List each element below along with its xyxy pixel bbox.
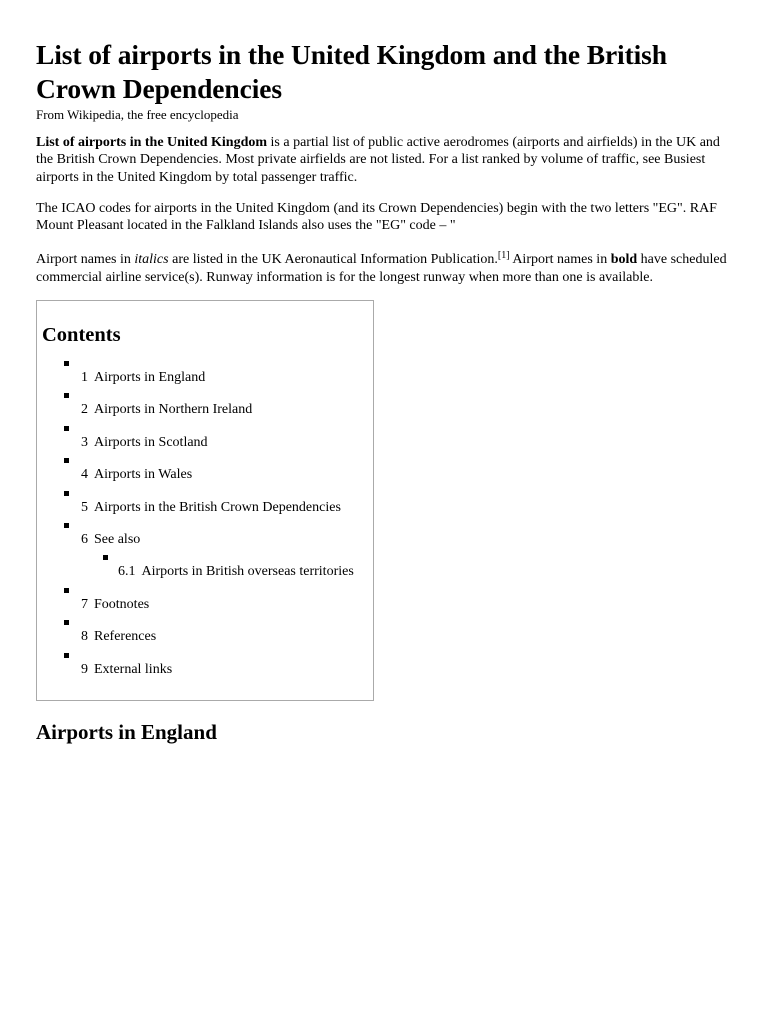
- toc-label: References: [94, 629, 157, 645]
- bullet-icon: [64, 620, 69, 625]
- bullet-icon: [64, 523, 69, 528]
- toc-entry-link[interactable]: [81, 661, 172, 678]
- toc-item-airports-in-northern-ireland[interactable]: [42, 390, 373, 422]
- toc-number: 3: [81, 434, 88, 450]
- toc-number: 7: [81, 596, 88, 612]
- names-text-4: have scheduled commercial airline service(s). Runway information is for the longest runway when more than one is available.: [36, 252, 727, 285]
- toc-title: Contents: [42, 324, 121, 347]
- bullet-icon: [64, 361, 69, 366]
- names-text-2: are listed in the UK Aeronautical Information Publication.: [168, 252, 498, 268]
- toc-item-airports-in-scotland[interactable]: [42, 423, 373, 455]
- toc-number: 4: [81, 467, 88, 483]
- bullet-icon: [64, 458, 69, 463]
- bullet-icon: [64, 653, 69, 658]
- toc-label: External links: [94, 661, 173, 677]
- toc-item-airports-in-overseas-territories[interactable]: [42, 552, 373, 584]
- bullet-icon: [64, 393, 69, 398]
- toc-number: 6: [81, 532, 88, 548]
- toc-entry-link[interactable]: [81, 369, 205, 386]
- bullet-icon: [64, 588, 69, 593]
- toc-item-footnotes[interactable]: [42, 585, 373, 617]
- toc-number: 2: [81, 402, 88, 418]
- toc-number: 6.1: [118, 564, 136, 580]
- toc-entry-link[interactable]: [81, 531, 140, 548]
- section-heading-airports-in-england: Airports in England: [36, 720, 217, 745]
- toc-entry-link[interactable]: [118, 563, 354, 580]
- toc-label: Airports in England: [94, 370, 206, 386]
- toc-item-airports-in-wales[interactable]: [42, 455, 373, 487]
- toc-item-airports-in-crown-dependencies[interactable]: [42, 488, 373, 520]
- toc-label: Airports in Wales: [94, 467, 193, 483]
- toc-entry-link[interactable]: [81, 499, 341, 516]
- toc-list: [42, 358, 373, 682]
- toc-item-airports-in-england[interactable]: [42, 358, 373, 390]
- toc-label: See also: [94, 532, 141, 548]
- toc-item-external-links[interactable]: [42, 650, 373, 682]
- toc-number: 5: [81, 499, 88, 515]
- footnote-ref-1[interactable]: [1]: [497, 250, 510, 262]
- names-bold-word: bold: [610, 252, 638, 268]
- toc-label: Footnotes: [94, 596, 150, 612]
- bullet-icon: [64, 426, 69, 431]
- site-tagline: From Wikipedia, the free encyclopedia: [36, 107, 239, 122]
- names-text-1: Airport names in: [36, 252, 135, 268]
- toc-item-see-also[interactable]: [42, 520, 373, 552]
- page-title: List of airports in the United Kingdom and the British Crown Dependencies: [36, 39, 667, 104]
- toc-item-references[interactable]: [42, 617, 373, 649]
- toc-label: Airports in Scotland: [94, 434, 208, 450]
- names-text-3: Airport names in: [509, 252, 611, 268]
- toc-number: 9: [81, 661, 88, 677]
- intro-paragraph: [36, 134, 732, 186]
- toc-number: 8: [81, 629, 88, 645]
- toc-entry-link[interactable]: [81, 401, 252, 418]
- bullet-icon: [64, 491, 69, 496]
- toc-entry-link[interactable]: [81, 628, 156, 645]
- toc-entry-link[interactable]: [81, 596, 149, 613]
- intro-text: is a partial list of public active aerodromes (airports and airfields) in the UK and the British Crown Dependencies. Most private airfields are not listed. For a list ranked by volume of traffic, see Busiest airports in the United Kingdom by total passenger traffic.: [36, 135, 720, 185]
- names-italic-word: italics: [134, 252, 169, 268]
- table-of-contents: [36, 300, 374, 701]
- bullet-icon: [103, 555, 108, 560]
- toc-entry-link[interactable]: [81, 466, 192, 483]
- toc-number: 1: [81, 370, 88, 386]
- toc-label: Airports in the British Crown Dependencies: [94, 499, 341, 515]
- toc-entry-link[interactable]: [81, 434, 208, 451]
- icao-paragraph: The ICAO codes for airports in the United Kingdom (and its Crown Dependencies) begin with the two letters "EG". RAF Mount Pleasant located in the Falkland Islands also uses the "EG" code – ": [36, 200, 717, 234]
- airport-names-paragraph: [36, 251, 732, 286]
- toc-label: Airports in British overseas territories: [141, 564, 354, 580]
- intro-bold-lead: List of airports in the United Kingdom: [36, 135, 268, 150]
- toc-label: Airports in Northern Ireland: [94, 402, 253, 418]
